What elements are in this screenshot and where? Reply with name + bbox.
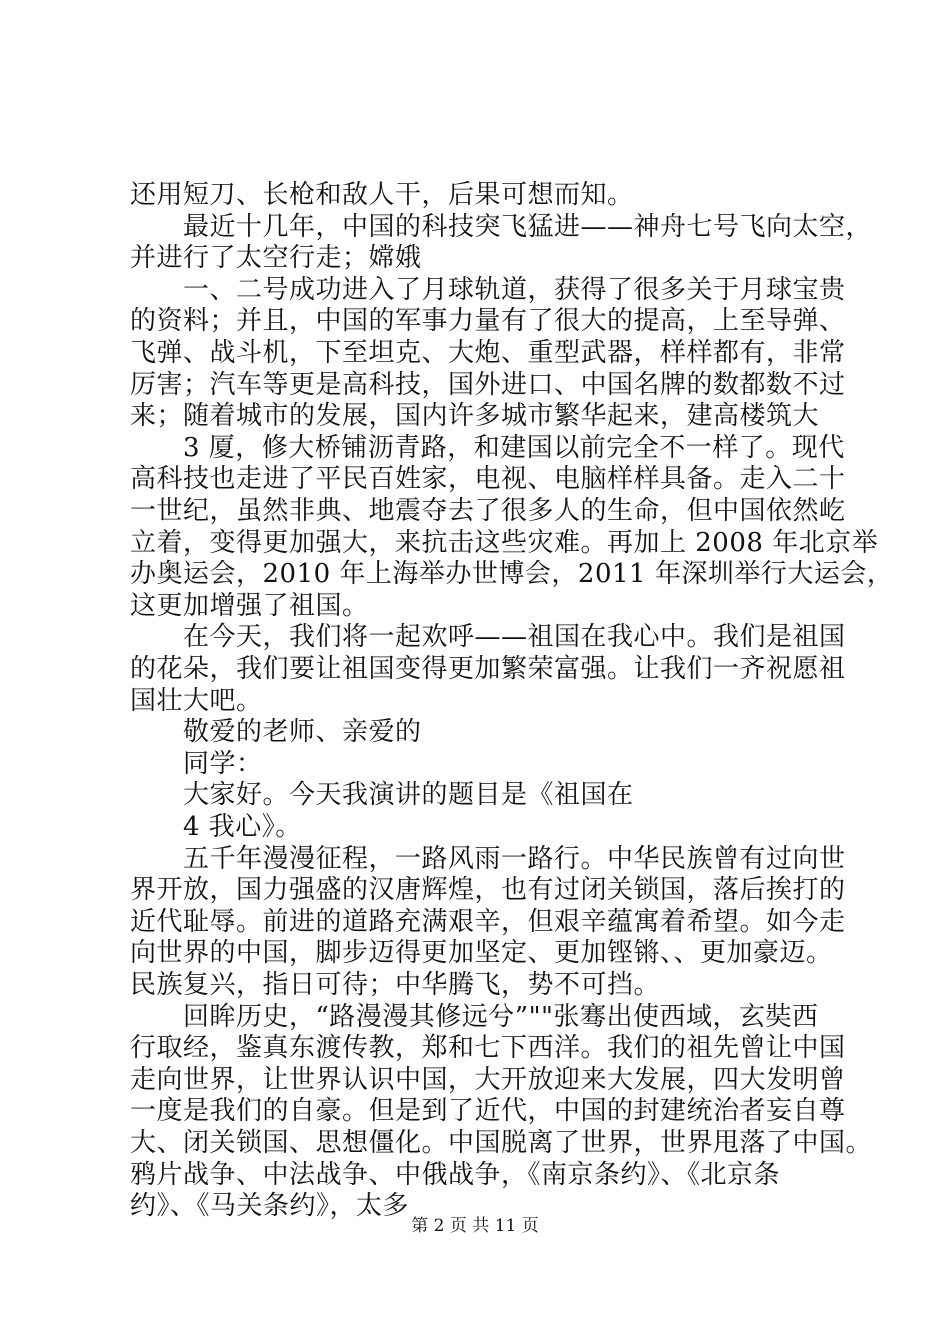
text-line: 行取经，鉴真东渡传教，郑和七下西洋。我们的祖先曾让中国 (130, 1033, 846, 1064)
text-line: 在今天，我们将一起欢呼——祖国在我心中。我们是祖国 (130, 622, 846, 653)
text-line: 一世纪，虽然非典、地震夺去了很多人的生命，但中国依然屹 (130, 496, 846, 526)
text-line: 还用短刀、长枪和敌人干，后果可想而知。 (130, 180, 634, 210)
text-line: 4 我心》。 (130, 812, 302, 842)
text-line: 大、闭关锁国、思想僵化。中国脱离了世界，世界甩落了中国。 (130, 1128, 873, 1158)
text-line: 厉害；汽车等更是高科技，国外进口、中国名牌的数都数不过 (130, 369, 846, 400)
text-line: 的资料；并且，中国的军事力量有了很大的提高，上至导弹、 (130, 306, 846, 337)
text-line: 五千年漫漫征程，一路风雨一路行。中华民族曾有过向世 (130, 843, 846, 874)
text-line: 向世界的中国，脚步迈得更加坚定、更加铿锵、、更加豪迈。 (130, 938, 833, 969)
text-line: 立着，变得更加强大，来抗击这些灾难。再加上 2008 年北京举 (130, 527, 879, 558)
text-line: 同学： (130, 748, 263, 779)
text-line: 的花朵，我们要让祖国变得更加繁荣富强。让我们一齐祝愿祖 (130, 654, 846, 684)
text-line: 一、二号成功进入了月球轨道，获得了很多关于月球宝贵 (130, 274, 846, 305)
text-line: 办奥运会，2010 年上海举办世博会，2011 年深圳举行大运会， (130, 559, 894, 590)
text-line: 这更加增强了祖国。 (130, 590, 369, 621)
text-line: 界开放，国力强盛的汉唐辉煌，也有过闭关锁国，落后挨打的 (130, 875, 846, 906)
text-line: 一度是我们的自豪。但是到了近代，中国的封建统治者妄自尊 (130, 1096, 846, 1127)
page-footer: 第 2 页 共 11 页 (411, 1216, 539, 1236)
text-line: 大家好。今天我演讲的题目是《祖国在 (130, 780, 634, 811)
text-line: 最近十几年，中国的科技突飞猛进——神舟七号飞向太空， (130, 211, 873, 242)
text-line: 走向世界，让世界认识中国，大开放迎来大发展，四大发明曾 (130, 1064, 846, 1095)
text-line: 来；随着城市的发展，国内许多城市繁华起来，建高楼筑大 (130, 401, 820, 432)
text-line: 约》、《马关条约》，太多 (130, 1191, 410, 1222)
text-line: 并进行了太空行走；嫦娥 (130, 243, 422, 274)
text-line: 近代耻辱。前进的道路充满艰辛，但艰辛蕴寓着希望。如今走 (130, 906, 846, 937)
text-line: 飞弹、战斗机，下至坦克、大炮、重型武器，样样都有，非常 (130, 338, 846, 368)
text-line: 回眸历史，“路漫漫其修远兮”""张骞出使西域，玄奘西 (130, 1001, 819, 1032)
text-line: 3 厦，修大桥铺沥青路，和建国以前完全不一样了。现代 (130, 432, 845, 463)
text-line: 国壮大吧。 (130, 685, 263, 716)
text-line: 鸦片战争、中法战争、中俄战争，《南京条约》、《北京条 (130, 1159, 781, 1190)
text-line: 高科技也走进了平民百姓家，电视、电脑样样具备。走入二十 (130, 464, 846, 495)
text-line: 敬爱的老师、亲爱的 (130, 717, 422, 748)
text-line: 民族复兴，指日可待；中华腾飞，势不可挡。 (130, 970, 661, 1000)
